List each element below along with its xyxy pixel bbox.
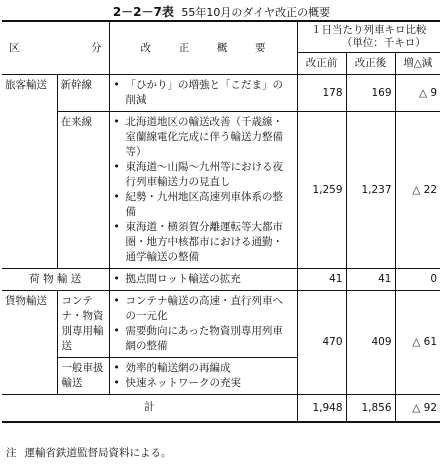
row-label-total: 計: [2, 395, 297, 423]
table-row-total: 計 1,948 1,856 △ 92: [2, 395, 440, 423]
timetable-revision-table: [2, 20, 440, 423]
row-label-shinkansen: 新幹線: [57, 75, 109, 112]
table-title-text: 55年10月のダイヤ改正の概要: [181, 6, 331, 19]
table-row: 荷 物 輸 送 • 拠点間ロット輸送の拡充 41 41 0: [2, 269, 440, 291]
table-row: 旅客輸送 新幹線 • 「ひかり」の増強と「こだま」の削減 178 169 △ 9: [2, 75, 440, 112]
table-title: [0, 3, 443, 20]
list-item: • 東海道・横須賀分離運転等大都市圏・地方中核都市における通勤・通学輸送の整備: [114, 220, 293, 265]
header-summary: 改 正 概 要: [109, 21, 297, 75]
list-item: • 効率的輸送網の再編成: [114, 361, 293, 376]
row-label-container: コンテナ・物資別専用輸送: [57, 291, 109, 358]
row-passenger-label: 旅客輸送: [2, 75, 57, 269]
header-after: 改正後: [346, 53, 395, 75]
footnote: 注 運輸省鉄道監督局資料による。: [6, 447, 172, 459]
list-item: • 需要動向にあった物資別専用列車網の整備: [114, 324, 293, 354]
row-label-conventional: 在来線: [57, 112, 109, 269]
row-label-parcel: 荷 物 輸 送: [2, 269, 109, 291]
list-item: • 紀勢・九州地区高速列車体系の整備: [114, 190, 293, 220]
list-item: • 東海道～山陽～九州等における夜行列車輸送力の見直し: [114, 160, 293, 190]
row-freight-label: 貨物輸送: [2, 291, 57, 395]
header-division: 区 分: [2, 21, 109, 75]
list-item: • 拠点間ロット輸送の拡充: [114, 272, 293, 287]
list-item: • コンテナ輸送の高速・直行列車への一元化: [114, 294, 293, 324]
row-label-general: 一般車扱輸送: [57, 358, 109, 395]
table-row: 貨物輸送 コンテナ・物資別専用輸送 • コンテナ輸送の高速・直行列車への一元化 • 需要動向にあった物資別専用列車網の整備 470 409 △ 61: [2, 291, 440, 358]
list-item: • 北海道地区の輸送改善（千歳線・室蘭線電化完成に伴う輸送力整備等）: [114, 115, 293, 160]
table-number: 2－2－7表: [112, 5, 174, 19]
table-row: 在来線 • 北海道地区の輸送改善（千歳線・室蘭線電化完成に伴う輸送力整備等） • 東海道～山陽～九州等における夜行列車輸送力の見直し • 紀勢・九州地区高速列車体系の整備 • 東海道・横須賀分離運転等大都市圏・地方中核都市における通勤・通学輸送の整備 1,259 1,237 △ 22: [2, 112, 440, 269]
header-before: 改正前: [297, 53, 346, 75]
header-change: 増△減: [395, 53, 440, 75]
list-item: • 快速ネットワークの充実: [114, 376, 293, 391]
list-item: • 「ひかり」の増強と「こだま」の削減: [114, 78, 293, 108]
header-metric: １日当たり列車キロ比較 （単位：千キロ）: [297, 21, 440, 53]
